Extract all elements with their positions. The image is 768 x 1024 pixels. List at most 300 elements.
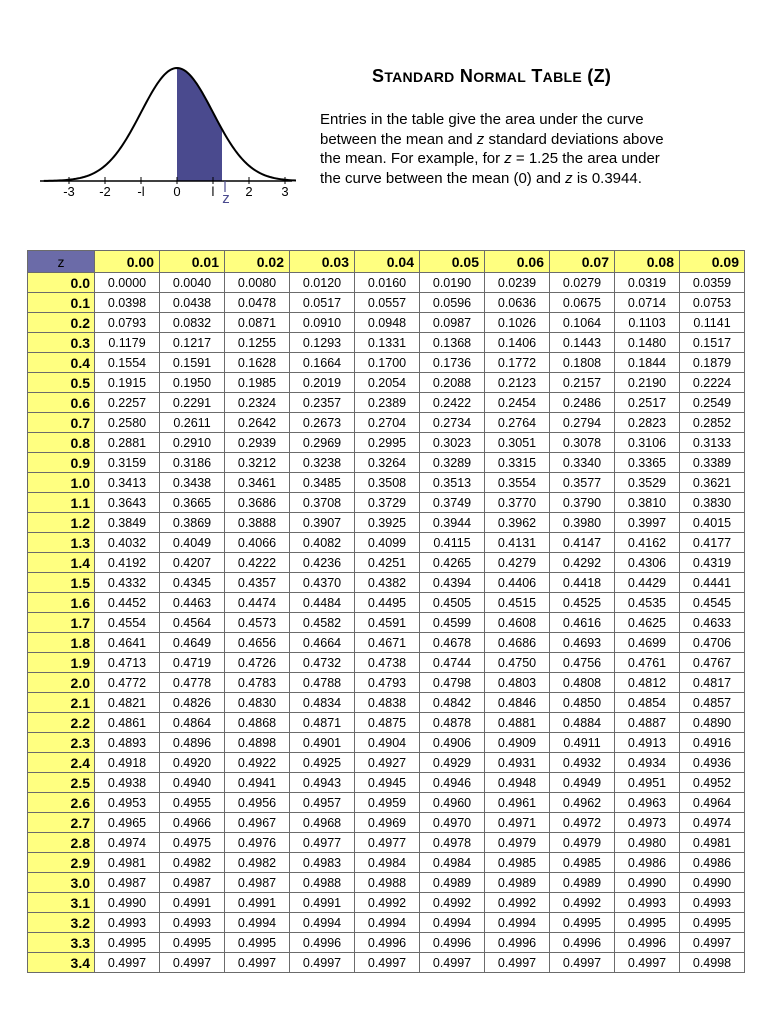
area-value-cell: 0.4868 bbox=[225, 713, 290, 733]
area-value-cell: 0.4803 bbox=[485, 673, 550, 693]
area-value-cell: 0.4817 bbox=[680, 673, 745, 693]
z-value-cell: 2.3 bbox=[28, 733, 95, 753]
table-row bbox=[28, 573, 745, 593]
z-marker-label: z bbox=[222, 190, 230, 207]
area-value-cell: 0.4961 bbox=[485, 793, 550, 813]
area-value-cell: 0.4992 bbox=[420, 893, 485, 913]
area-value-cell: 0.4382 bbox=[355, 573, 420, 593]
area-value-cell: 0.2357 bbox=[290, 393, 355, 413]
area-value-cell: 0.4793 bbox=[355, 673, 420, 693]
z-value-cell: 0.0 bbox=[28, 273, 95, 293]
area-value-cell: 0.3643 bbox=[95, 493, 160, 513]
area-value-cell: 0.4884 bbox=[550, 713, 615, 733]
area-value-cell: 0.1591 bbox=[160, 353, 225, 373]
area-value-cell: 0.4236 bbox=[290, 553, 355, 573]
area-value-cell: 0.4925 bbox=[290, 753, 355, 773]
table-row bbox=[28, 673, 745, 693]
area-value-cell: 0.4979 bbox=[485, 833, 550, 853]
area-value-cell: 0.4992 bbox=[355, 893, 420, 913]
area-value-cell: 0.4988 bbox=[290, 873, 355, 893]
area-value-cell: 0.4948 bbox=[485, 773, 550, 793]
z-value-cell: 1.3 bbox=[28, 533, 95, 553]
area-value-cell: 0.4767 bbox=[680, 653, 745, 673]
table-row bbox=[28, 713, 745, 733]
area-value-cell: 0.2517 bbox=[615, 393, 680, 413]
area-value-cell: 0.0040 bbox=[160, 273, 225, 293]
area-value-cell: 0.4279 bbox=[485, 553, 550, 573]
area-value-cell: 0.3770 bbox=[485, 493, 550, 513]
area-value-cell: 0.4916 bbox=[680, 733, 745, 753]
description-line-4-z: z bbox=[565, 169, 573, 187]
description-line-4 bbox=[320, 169, 740, 189]
area-value-cell: 0.4997 bbox=[420, 953, 485, 973]
area-value-cell: 0.4960 bbox=[420, 793, 485, 813]
table-row bbox=[28, 313, 745, 333]
area-value-cell: 0.0160 bbox=[355, 273, 420, 293]
area-value-cell: 0.1217 bbox=[160, 333, 225, 353]
z-value-cell: 2.8 bbox=[28, 833, 95, 853]
area-value-cell: 0.3830 bbox=[680, 493, 745, 513]
area-value-cell: 0.0359 bbox=[680, 273, 745, 293]
area-value-cell: 0.0438 bbox=[160, 293, 225, 313]
area-value-cell: 0.4997 bbox=[160, 953, 225, 973]
area-value-cell: 0.0596 bbox=[420, 293, 485, 313]
area-value-cell: 0.4978 bbox=[420, 833, 485, 853]
area-value-cell: 0.4970 bbox=[420, 813, 485, 833]
shaded-area-under-curve bbox=[177, 68, 222, 181]
area-value-cell: 0.1736 bbox=[420, 353, 485, 373]
table-row bbox=[28, 633, 745, 653]
area-value-cell: 0.4997 bbox=[95, 953, 160, 973]
area-value-cell: 0.2486 bbox=[550, 393, 615, 413]
area-value-cell: 0.4971 bbox=[485, 813, 550, 833]
area-value-cell: 0.4922 bbox=[225, 753, 290, 773]
area-value-cell: 0.4931 bbox=[485, 753, 550, 773]
area-value-cell: 0.4756 bbox=[550, 653, 615, 673]
area-value-cell: 0.3315 bbox=[485, 453, 550, 473]
area-value-cell: 0.4693 bbox=[550, 633, 615, 653]
area-value-cell: 0.2054 bbox=[355, 373, 420, 393]
area-value-cell: 0.2123 bbox=[485, 373, 550, 393]
area-value-cell: 0.3186 bbox=[160, 453, 225, 473]
table-row bbox=[28, 613, 745, 633]
area-value-cell: 0.3238 bbox=[290, 453, 355, 473]
area-value-cell: 0.1255 bbox=[225, 333, 290, 353]
table-row bbox=[28, 953, 745, 973]
z-value-cell: 0.5 bbox=[28, 373, 95, 393]
area-value-cell: 0.4941 bbox=[225, 773, 290, 793]
area-value-cell: 0.4989 bbox=[485, 873, 550, 893]
area-value-cell: 0.4987 bbox=[160, 873, 225, 893]
area-value-cell: 0.4996 bbox=[615, 933, 680, 953]
z-value-cell: 2.0 bbox=[28, 673, 95, 693]
area-value-cell: 0.2611 bbox=[160, 413, 225, 433]
area-value-cell: 0.4952 bbox=[680, 773, 745, 793]
area-value-cell: 0.1844 bbox=[615, 353, 680, 373]
z-value-cell: 2.6 bbox=[28, 793, 95, 813]
area-value-cell: 0.4474 bbox=[225, 593, 290, 613]
area-value-cell: 0.4306 bbox=[615, 553, 680, 573]
z-value-cell: 1.6 bbox=[28, 593, 95, 613]
area-value-cell: 0.2190 bbox=[615, 373, 680, 393]
area-value-cell: 0.4251 bbox=[355, 553, 420, 573]
area-value-cell: 0.1808 bbox=[550, 353, 615, 373]
area-value-cell: 0.4989 bbox=[420, 873, 485, 893]
area-value-cell: 0.4406 bbox=[485, 573, 550, 593]
z-value-cell: 2.9 bbox=[28, 853, 95, 873]
table-body bbox=[28, 273, 745, 973]
bell-curve-line bbox=[44, 68, 296, 181]
area-value-cell: 0.4962 bbox=[550, 793, 615, 813]
table-row bbox=[28, 493, 745, 513]
z-value-cell: 1.5 bbox=[28, 573, 95, 593]
table-row bbox=[28, 393, 745, 413]
axis-tick-label: 0 bbox=[173, 184, 181, 199]
table-row bbox=[28, 333, 745, 353]
area-value-cell: 0.4997 bbox=[550, 953, 615, 973]
area-value-cell: 0.4875 bbox=[355, 713, 420, 733]
column-header: 0.09 bbox=[680, 251, 745, 273]
area-value-cell: 0.0319 bbox=[615, 273, 680, 293]
area-value-cell: 0.2764 bbox=[485, 413, 550, 433]
area-value-cell: 0.3389 bbox=[680, 453, 745, 473]
area-value-cell: 0.4953 bbox=[95, 793, 160, 813]
area-value-cell: 0.4744 bbox=[420, 653, 485, 673]
area-value-cell: 0.4778 bbox=[160, 673, 225, 693]
area-value-cell: 0.4987 bbox=[95, 873, 160, 893]
description-line-3-part-a: the mean. For example, for bbox=[320, 150, 505, 167]
area-value-cell: 0.4994 bbox=[290, 913, 355, 933]
table-row bbox=[28, 693, 745, 713]
area-value-cell: 0.4881 bbox=[485, 713, 550, 733]
area-value-cell: 0.4986 bbox=[615, 853, 680, 873]
area-value-cell: 0.2157 bbox=[550, 373, 615, 393]
area-value-cell: 0.4418 bbox=[550, 573, 615, 593]
area-value-cell: 0.4686 bbox=[485, 633, 550, 653]
area-value-cell: 0.3133 bbox=[680, 433, 745, 453]
area-value-cell: 0.4996 bbox=[420, 933, 485, 953]
area-value-cell: 0.3944 bbox=[420, 513, 485, 533]
description-line-4-part-b: is 0.3944. bbox=[572, 169, 642, 187]
area-value-cell: 0.4938 bbox=[95, 773, 160, 793]
area-value-cell: 0.3106 bbox=[615, 433, 680, 453]
area-value-cell: 0.4850 bbox=[550, 693, 615, 713]
area-value-cell: 0.4980 bbox=[615, 833, 680, 853]
description-text bbox=[320, 110, 740, 188]
z-value-cell: 0.7 bbox=[28, 413, 95, 433]
area-value-cell: 0.4997 bbox=[615, 953, 680, 973]
area-value-cell: 0.4582 bbox=[290, 613, 355, 633]
area-value-cell: 0.4834 bbox=[290, 693, 355, 713]
area-value-cell: 0.4997 bbox=[680, 933, 745, 953]
area-value-cell: 0.4641 bbox=[95, 633, 160, 653]
area-value-cell: 0.3554 bbox=[485, 473, 550, 493]
area-value-cell: 0.3023 bbox=[420, 433, 485, 453]
area-value-cell: 0.2291 bbox=[160, 393, 225, 413]
area-value-cell: 0.2823 bbox=[615, 413, 680, 433]
area-value-cell: 0.3810 bbox=[615, 493, 680, 513]
z-value-cell: 1.2 bbox=[28, 513, 95, 533]
area-value-cell: 0.4993 bbox=[615, 893, 680, 913]
area-value-cell: 0.4964 bbox=[680, 793, 745, 813]
area-value-cell: 0.4147 bbox=[550, 533, 615, 553]
z-value-cell: 3.3 bbox=[28, 933, 95, 953]
area-value-cell: 0.1628 bbox=[225, 353, 290, 373]
area-value-cell: 0.4968 bbox=[290, 813, 355, 833]
table-row bbox=[28, 773, 745, 793]
area-value-cell: 0.2549 bbox=[680, 393, 745, 413]
area-value-cell: 0.4319 bbox=[680, 553, 745, 573]
area-value-cell: 0.2939 bbox=[225, 433, 290, 453]
area-value-cell: 0.4998 bbox=[680, 953, 745, 973]
area-value-cell: 0.0675 bbox=[550, 293, 615, 313]
area-value-cell: 0.0793 bbox=[95, 313, 160, 333]
area-value-cell: 0.3749 bbox=[420, 493, 485, 513]
area-value-cell: 0.2224 bbox=[680, 373, 745, 393]
z-value-cell: 3.1 bbox=[28, 893, 95, 913]
area-value-cell: 0.4826 bbox=[160, 693, 225, 713]
area-value-cell: 0.4394 bbox=[420, 573, 485, 593]
column-header: 0.08 bbox=[615, 251, 680, 273]
area-value-cell: 0.4525 bbox=[550, 593, 615, 613]
z-value-cell: 3.4 bbox=[28, 953, 95, 973]
area-value-cell: 0.4357 bbox=[225, 573, 290, 593]
area-value-cell: 0.4985 bbox=[485, 853, 550, 873]
table-row bbox=[28, 353, 745, 373]
area-value-cell: 0.2642 bbox=[225, 413, 290, 433]
description-line-2-part-b: standard deviations above bbox=[484, 130, 664, 148]
area-value-cell: 0.4207 bbox=[160, 553, 225, 573]
area-value-cell: 0.4904 bbox=[355, 733, 420, 753]
area-value-cell: 0.3729 bbox=[355, 493, 420, 513]
area-value-cell: 0.3438 bbox=[160, 473, 225, 493]
z-table bbox=[27, 250, 745, 973]
area-value-cell: 0.2257 bbox=[95, 393, 160, 413]
area-value-cell: 0.4977 bbox=[290, 833, 355, 853]
area-value-cell: 0.3790 bbox=[550, 493, 615, 513]
area-value-cell: 0.4997 bbox=[225, 953, 290, 973]
area-value-cell: 0.4994 bbox=[225, 913, 290, 933]
area-value-cell: 0.1554 bbox=[95, 353, 160, 373]
area-value-cell: 0.4441 bbox=[680, 573, 745, 593]
table-row bbox=[28, 533, 745, 553]
area-value-cell: 0.3962 bbox=[485, 513, 550, 533]
area-value-cell: 0.4564 bbox=[160, 613, 225, 633]
area-value-cell: 0.4975 bbox=[160, 833, 225, 853]
area-value-cell: 0.3264 bbox=[355, 453, 420, 473]
area-value-cell: 0.2580 bbox=[95, 413, 160, 433]
area-value-cell: 0.4783 bbox=[225, 673, 290, 693]
area-value-cell: 0.3665 bbox=[160, 493, 225, 513]
table-row bbox=[28, 513, 745, 533]
area-value-cell: 0.0000 bbox=[95, 273, 160, 293]
area-value-cell: 0.4830 bbox=[225, 693, 290, 713]
area-value-cell: 0.4974 bbox=[95, 833, 160, 853]
area-value-cell: 0.3708 bbox=[290, 493, 355, 513]
area-value-cell: 0.4452 bbox=[95, 593, 160, 613]
area-value-cell: 0.4995 bbox=[160, 933, 225, 953]
area-value-cell: 0.4995 bbox=[680, 913, 745, 933]
area-value-cell: 0.3686 bbox=[225, 493, 290, 513]
area-value-cell: 0.4861 bbox=[95, 713, 160, 733]
area-value-cell: 0.3461 bbox=[225, 473, 290, 493]
area-value-cell: 0.2794 bbox=[550, 413, 615, 433]
area-value-cell: 0.4932 bbox=[550, 753, 615, 773]
area-value-cell: 0.4821 bbox=[95, 693, 160, 713]
area-value-cell: 0.4951 bbox=[615, 773, 680, 793]
z-value-cell: 2.1 bbox=[28, 693, 95, 713]
area-value-cell: 0.4989 bbox=[550, 873, 615, 893]
area-value-cell: 0.4934 bbox=[615, 753, 680, 773]
area-value-cell: 0.3078 bbox=[550, 433, 615, 453]
area-value-cell: 0.4996 bbox=[550, 933, 615, 953]
area-value-cell: 0.4972 bbox=[550, 813, 615, 833]
area-value-cell: 0.4656 bbox=[225, 633, 290, 653]
area-value-cell: 0.4545 bbox=[680, 593, 745, 613]
area-value-cell: 0.4991 bbox=[160, 893, 225, 913]
area-value-cell: 0.4987 bbox=[225, 873, 290, 893]
area-value-cell: 0.4015 bbox=[680, 513, 745, 533]
area-value-cell: 0.4032 bbox=[95, 533, 160, 553]
area-value-cell: 0.0910 bbox=[290, 313, 355, 333]
area-value-cell: 0.3907 bbox=[290, 513, 355, 533]
area-value-cell: 0.4554 bbox=[95, 613, 160, 633]
area-value-cell: 0.4864 bbox=[160, 713, 225, 733]
z-value-cell: 2.5 bbox=[28, 773, 95, 793]
area-value-cell: 0.1443 bbox=[550, 333, 615, 353]
area-value-cell: 0.4993 bbox=[160, 913, 225, 933]
z-value-cell: 3.2 bbox=[28, 913, 95, 933]
area-value-cell: 0.3413 bbox=[95, 473, 160, 493]
title-cap-s: S bbox=[372, 66, 385, 86]
table-row bbox=[28, 833, 745, 853]
page-title bbox=[372, 66, 611, 87]
area-value-cell: 0.0517 bbox=[290, 293, 355, 313]
area-value-cell: 0.4788 bbox=[290, 673, 355, 693]
area-value-cell: 0.0832 bbox=[160, 313, 225, 333]
z-column-header: z bbox=[28, 251, 95, 273]
area-value-cell: 0.0398 bbox=[95, 293, 160, 313]
area-value-cell: 0.4671 bbox=[355, 633, 420, 653]
area-value-cell: 0.4984 bbox=[420, 853, 485, 873]
column-header: 0.05 bbox=[420, 251, 485, 273]
area-value-cell: 0.4943 bbox=[290, 773, 355, 793]
table-row bbox=[28, 933, 745, 953]
area-value-cell: 0.0120 bbox=[290, 273, 355, 293]
area-value-cell: 0.4973 bbox=[615, 813, 680, 833]
table-row bbox=[28, 873, 745, 893]
table-row bbox=[28, 553, 745, 573]
area-value-cell: 0.4984 bbox=[355, 853, 420, 873]
area-value-cell: 0.3159 bbox=[95, 453, 160, 473]
column-header: 0.07 bbox=[550, 251, 615, 273]
area-value-cell: 0.4192 bbox=[95, 553, 160, 573]
area-value-cell: 0.4898 bbox=[225, 733, 290, 753]
area-value-cell: 0.4991 bbox=[290, 893, 355, 913]
area-value-cell: 0.4963 bbox=[615, 793, 680, 813]
area-value-cell: 0.3340 bbox=[550, 453, 615, 473]
area-value-cell: 0.4890 bbox=[680, 713, 745, 733]
z-value-cell: 1.1 bbox=[28, 493, 95, 513]
column-header: 0.03 bbox=[290, 251, 355, 273]
area-value-cell: 0.1517 bbox=[680, 333, 745, 353]
area-value-cell: 0.4573 bbox=[225, 613, 290, 633]
area-value-cell: 0.4505 bbox=[420, 593, 485, 613]
table-row bbox=[28, 373, 745, 393]
area-value-cell: 0.4986 bbox=[680, 853, 745, 873]
area-value-cell: 0.0753 bbox=[680, 293, 745, 313]
area-value-cell: 0.4649 bbox=[160, 633, 225, 653]
area-value-cell: 0.4946 bbox=[420, 773, 485, 793]
area-value-cell: 0.2673 bbox=[290, 413, 355, 433]
area-value-cell: 0.4854 bbox=[615, 693, 680, 713]
area-value-cell: 0.4996 bbox=[485, 933, 550, 953]
z-value-cell: 1.4 bbox=[28, 553, 95, 573]
area-value-cell: 0.2910 bbox=[160, 433, 225, 453]
title-z-paren: (Z) bbox=[587, 66, 612, 86]
area-value-cell: 0.4484 bbox=[290, 593, 355, 613]
area-value-cell: 0.0987 bbox=[420, 313, 485, 333]
title-rest-table: ABLE bbox=[542, 69, 582, 85]
table-row bbox=[28, 753, 745, 773]
area-value-cell: 0.4591 bbox=[355, 613, 420, 633]
area-value-cell: 0.4131 bbox=[485, 533, 550, 553]
description-line-1: Entries in the table give the area under the curve bbox=[320, 111, 644, 128]
area-value-cell: 0.4911 bbox=[550, 733, 615, 753]
description-line-3-z: z bbox=[504, 150, 512, 167]
area-value-cell: 0.3980 bbox=[550, 513, 615, 533]
area-value-cell: 0.2422 bbox=[420, 393, 485, 413]
area-value-cell: 0.4994 bbox=[485, 913, 550, 933]
area-value-cell: 0.2969 bbox=[290, 433, 355, 453]
table-row bbox=[28, 893, 745, 913]
area-value-cell: 0.4995 bbox=[615, 913, 680, 933]
area-value-cell: 0.4996 bbox=[355, 933, 420, 953]
table-row bbox=[28, 593, 745, 613]
area-value-cell: 0.4664 bbox=[290, 633, 355, 653]
area-value-cell: 0.4990 bbox=[615, 873, 680, 893]
area-value-cell: 0.2088 bbox=[420, 373, 485, 393]
table-header-row bbox=[28, 251, 745, 273]
area-value-cell: 0.4981 bbox=[95, 853, 160, 873]
area-value-cell: 0.4997 bbox=[355, 953, 420, 973]
area-value-cell: 0.4633 bbox=[680, 613, 745, 633]
table-row bbox=[28, 473, 745, 493]
area-value-cell: 0.2881 bbox=[95, 433, 160, 453]
z-value-cell: 0.8 bbox=[28, 433, 95, 453]
area-value-cell: 0.4162 bbox=[615, 533, 680, 553]
area-value-cell: 0.4982 bbox=[225, 853, 290, 873]
area-value-cell: 0.4871 bbox=[290, 713, 355, 733]
area-value-cell: 0.4838 bbox=[355, 693, 420, 713]
title-cap-t: T bbox=[531, 66, 543, 86]
z-value-cell: 3.0 bbox=[28, 873, 95, 893]
area-value-cell: 0.1985 bbox=[225, 373, 290, 393]
area-value-cell: 0.4893 bbox=[95, 733, 160, 753]
area-value-cell: 0.4985 bbox=[550, 853, 615, 873]
area-value-cell: 0.4750 bbox=[485, 653, 550, 673]
area-value-cell: 0.4906 bbox=[420, 733, 485, 753]
area-value-cell: 0.4997 bbox=[290, 953, 355, 973]
z-value-cell: 1.7 bbox=[28, 613, 95, 633]
axis-tick-label: -3 bbox=[63, 184, 75, 199]
area-value-cell: 0.4049 bbox=[160, 533, 225, 553]
area-value-cell: 0.4812 bbox=[615, 673, 680, 693]
area-value-cell: 0.4878 bbox=[420, 713, 485, 733]
area-value-cell: 0.4846 bbox=[485, 693, 550, 713]
area-value-cell: 0.4913 bbox=[615, 733, 680, 753]
area-value-cell: 0.4066 bbox=[225, 533, 290, 553]
